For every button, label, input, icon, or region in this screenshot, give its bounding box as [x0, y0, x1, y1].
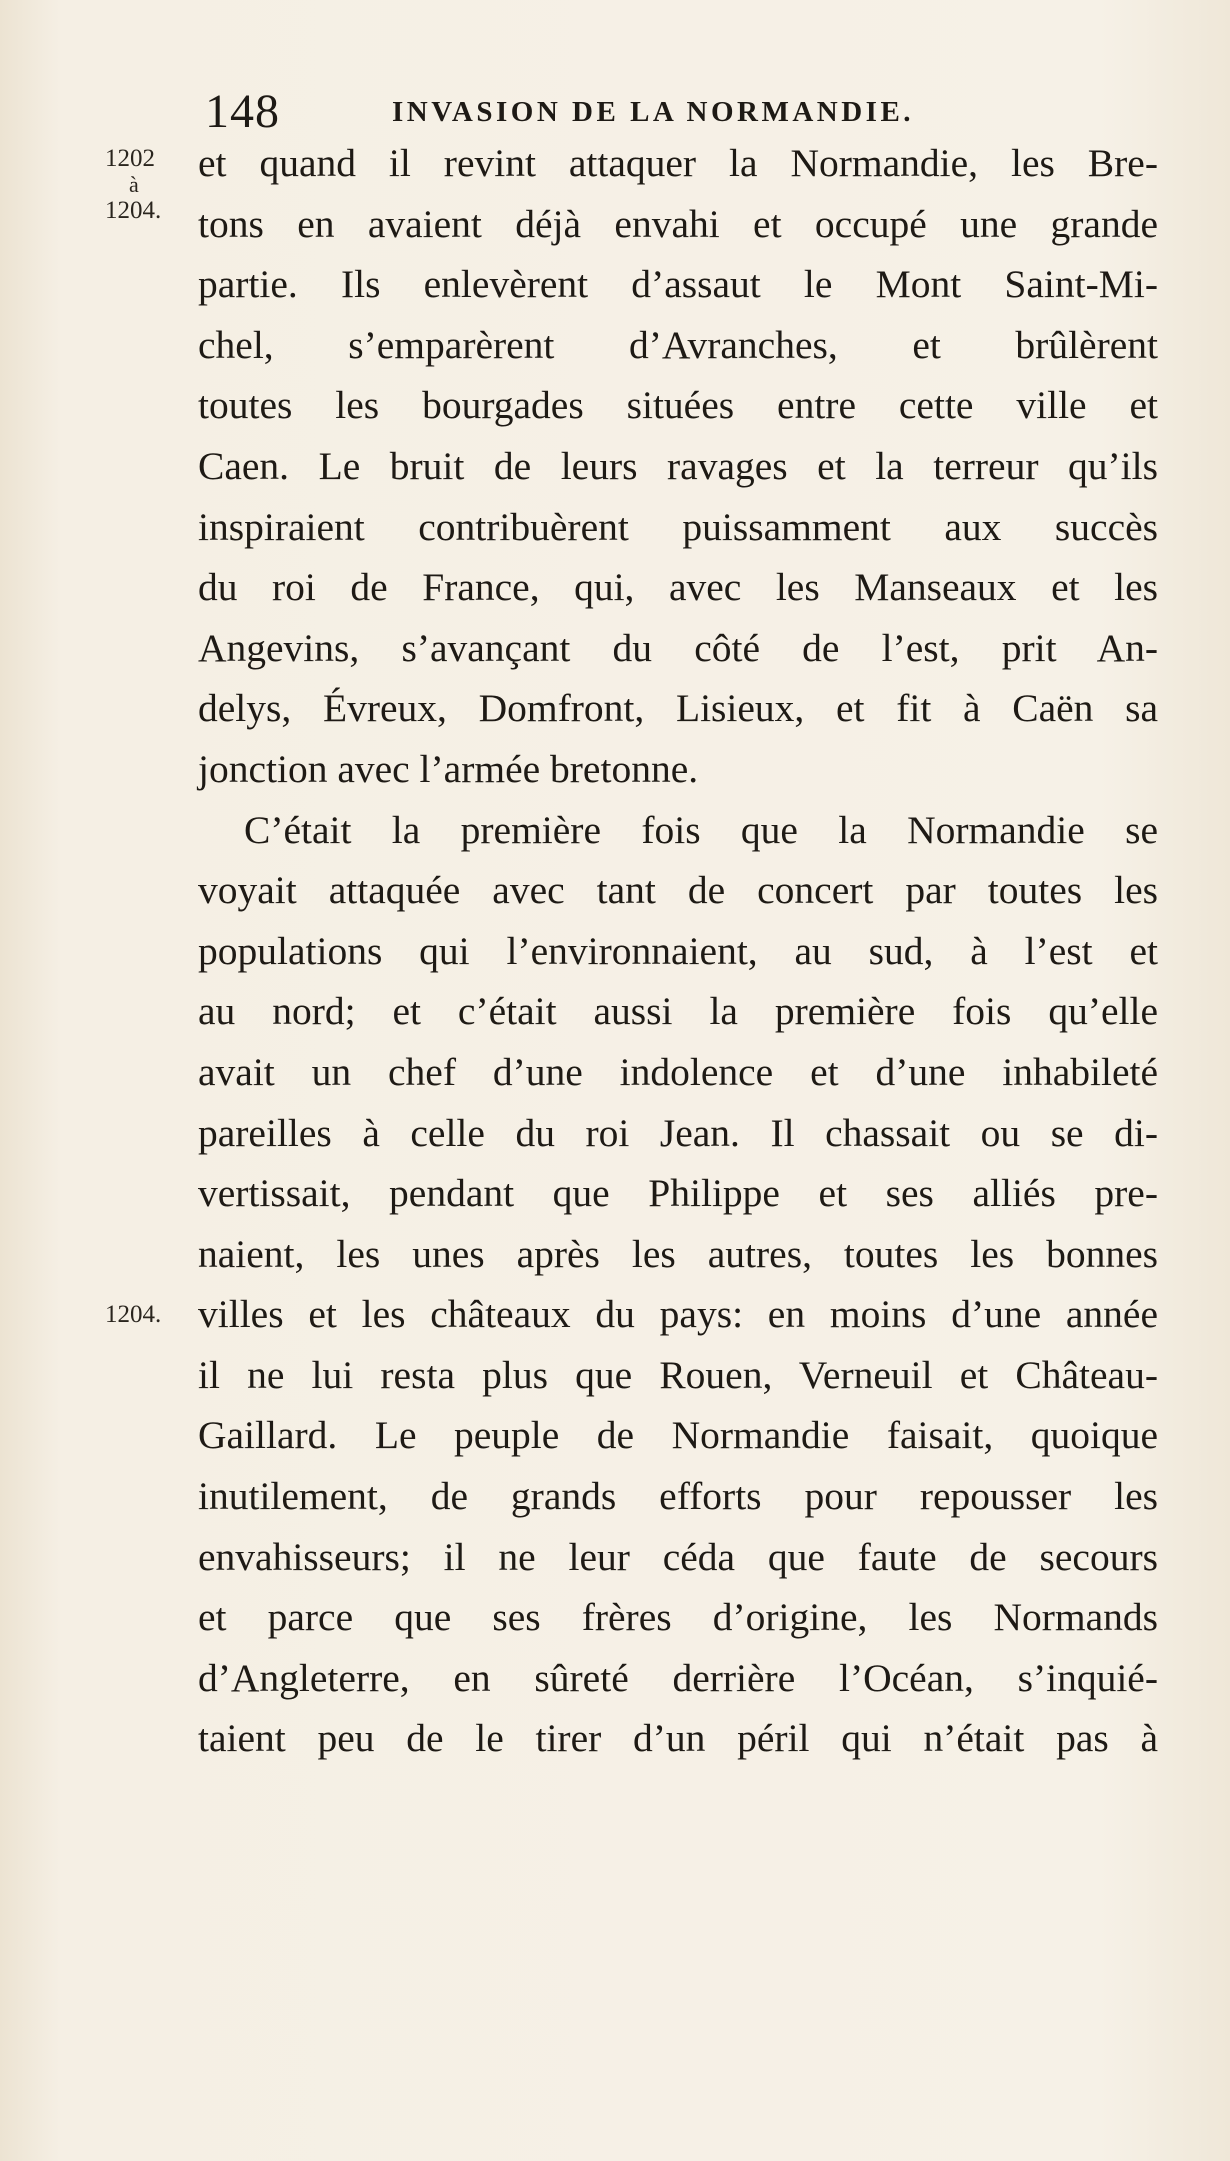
text-line: C’était la première fois que la Normandie se: [244, 807, 1158, 852]
margin-note-start-year: 1202: [105, 145, 155, 172]
margin-note-to: à: [129, 172, 139, 197]
text-line: Gaillard. Le peuple de Normandie faisait, quoique: [198, 1413, 1158, 1458]
text-line: toutes les bourgades situées entre cette ville et: [198, 383, 1158, 428]
text-line: taient peu de le tirer d’un péril qui n’était pas à: [198, 1716, 1158, 1761]
text-line: naient, les unes après les autres, toutes les bonnes: [198, 1231, 1158, 1276]
text-line: et parce que ses frères d’origine, les Normands: [198, 1595, 1158, 1640]
text-line: et quand il revint attaquer la Normandie, les Bre-: [198, 141, 1158, 185]
text-line: Angevins, s’avançant du côté de l’est, prit An-: [198, 625, 1158, 670]
text-line: d’Angleterre, en sûreté derrière l’Océan, s’inquié-: [198, 1655, 1158, 1700]
text-line: populations qui l’environnaient, au sud, à l’est et: [198, 928, 1158, 973]
text-line: inutilement, de grands efforts pour repousser les: [198, 1474, 1158, 1519]
page-number: 148: [205, 85, 280, 138]
text-line: envahisseurs; il ne leur céda que faute de secours: [198, 1534, 1158, 1579]
text-line: inspiraient contribuèrent puissamment aux succès: [198, 504, 1158, 549]
text-line: tons en avaient déjà envahi et occupé une grande: [198, 201, 1158, 246]
text-line: pareilles à celle du roi Jean. Il chassait ou se di-: [198, 1110, 1158, 1155]
text-line: delys, Évreux, Domfront, Lisieux, et fit à Caën sa: [198, 686, 1158, 731]
text-line: chel, s’emparèrent d’Avranches, et brûlèrent: [198, 322, 1158, 367]
text-line: villes et les châteaux du pays: en moins d’une année: [198, 1292, 1158, 1337]
text-line: jonction avec l’armée bretonne.: [198, 746, 699, 791]
running-title: INVASION DE LA NORMANDIE.: [392, 96, 915, 128]
text-line: voyait attaquée avec tant de concert par toutes les: [198, 868, 1158, 913]
margin-note-year: 1204.: [105, 1301, 162, 1328]
body-text: [198, 133, 1158, 1769]
text-line: du roi de France, qui, avec les Manseaux et les: [198, 565, 1158, 610]
text-line: il ne lui resta plus que Rouen, Verneuil et Château-: [198, 1352, 1158, 1397]
text-line: vertissait, pendant que Philippe et ses alliés pre-: [198, 1171, 1158, 1216]
margin-note-end-year: 1204.: [105, 197, 162, 224]
margin-note-date-range: [105, 146, 185, 224]
text-line: partie. Ils enlevèrent d’assaut le Mont Saint-Mi-: [198, 262, 1158, 307]
text-line: Caen. Le bruit de leurs ravages et la terreur qu’ils: [198, 443, 1158, 488]
text-line: au nord; et c’était aussi la première fois qu’elle: [198, 989, 1158, 1034]
text-line: avait un chef d’une indolence et d’une inhabileté: [198, 1049, 1158, 1094]
